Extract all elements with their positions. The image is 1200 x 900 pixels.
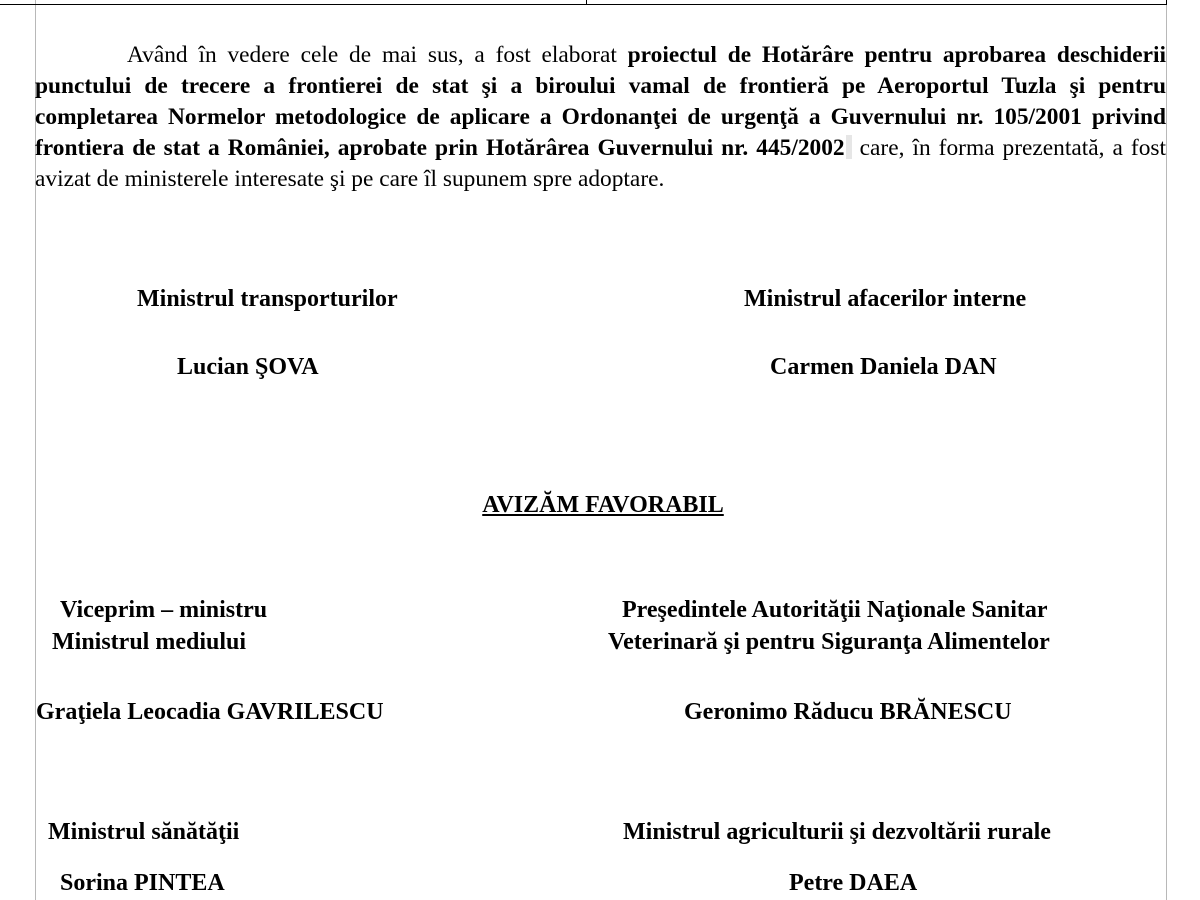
- intro-lead-text: Având în vedere cele de mai sus, a fost elaborat: [127, 42, 628, 68]
- aviz-heading: [0, 490, 1200, 520]
- signatory-title-mediu: Ministrul mediului: [52, 629, 247, 655]
- signatory-title-ansvsa-2: Veterinară şi pentru Siguranţa Alimentelor: [608, 629, 1050, 655]
- signatory-title-agricultura: Ministrul agriculturii şi dezvoltării rurale: [623, 819, 1051, 845]
- intro-paragraph: [35, 40, 1166, 195]
- signatory-title-viceprim: Viceprim – ministru: [60, 597, 268, 623]
- intro-tail-text: care, în forma prezentată, a fost avizat de ministerele interesate şi pe care îl supunem spre adoptare.: [35, 135, 1166, 192]
- signatory-title-interne: Ministrul afacerilor interne: [744, 286, 1027, 312]
- signatory-title-transport: Ministrul transporturilor: [137, 286, 398, 312]
- signatory-title-sanatate: Ministrul sănătăţii: [48, 819, 240, 845]
- signatory-name-ansvsa: Geronimo Răducu BRĂNESCU: [684, 699, 1012, 725]
- signatory-name-agricultura: Petre DAEA: [789, 870, 918, 896]
- signatory-name-mediu: Graţiela Leocadia GAVRILESCU: [36, 699, 384, 725]
- table-bottom-edge: [0, 0, 1167, 5]
- right-margin-guide: [1166, 0, 1167, 900]
- table-column-divider: [586, 0, 587, 4]
- signatory-name-sanatate: Sorina PINTEA: [60, 870, 225, 896]
- signatory-name-interne: Carmen Daniela DAN: [770, 354, 997, 380]
- intro-bold-text: proiectul de Hotărâre pentru aprobarea deschiderii punctului de trecere a frontierei de stat şi a biroului vamal de frontieră pe Aeroportul Tuzla şi pentru completarea Normelor metodologice de aplicare a Ordonanţei de urgenţă a Guvernului nr. 105/2001 privind frontiera de stat a României, aprobate prin Hotărârea Guvernului nr. 445/2002: [35, 42, 1166, 161]
- signatory-title-ansvsa-1: Preşedintele Autorităţii Naţionale Sanitar: [622, 597, 1048, 623]
- aviz-heading-text: AVIZĂM FAVORABIL: [482, 492, 724, 518]
- signatory-name-transport: Lucian ŞOVA: [177, 354, 319, 380]
